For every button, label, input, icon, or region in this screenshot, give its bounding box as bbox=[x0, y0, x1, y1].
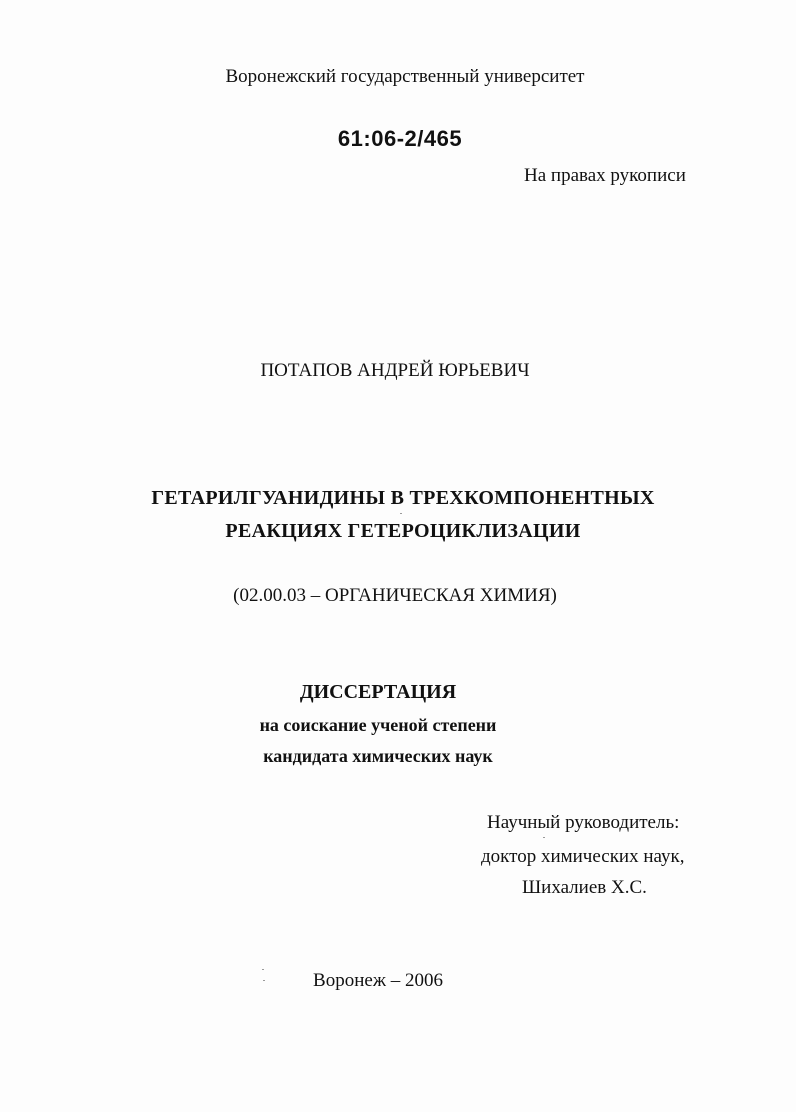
university-name: Воронежский государственный университет bbox=[225, 66, 585, 87]
city-year: Воронеж – 2006 bbox=[313, 970, 443, 991]
degree-line-1: на соискание ученой степени bbox=[259, 715, 497, 735]
rights-notice: На правах рукописи bbox=[524, 165, 686, 186]
scan-speck bbox=[262, 969, 264, 970]
advisor-degree: доктор химических наук, bbox=[481, 846, 685, 867]
author-name: ПОТАПОВ АНДРЕЙ ЮРЬЕВИЧ bbox=[260, 360, 530, 381]
document-type: ДИССЕРТАЦИЯ bbox=[299, 681, 457, 703]
scan-speck bbox=[543, 837, 545, 838]
dissertation-title-line-1: ГЕТАРИЛГУАНИДИНЫ В ТРЕХКОМПОНЕНТНЫХ bbox=[151, 487, 655, 509]
scan-speck bbox=[263, 980, 265, 981]
scan-speck bbox=[400, 513, 402, 514]
advisor-label: Научный руководитель: bbox=[487, 812, 680, 833]
specialty-code: (02.00.03 – ОРГАНИЧЕСКАЯ ХИМИЯ) bbox=[233, 585, 557, 606]
advisor-name: Шихалиев Х.С. bbox=[522, 877, 647, 898]
dissertation-title-line-2: РЕАКЦИЯХ ГЕТЕРОЦИКЛИЗАЦИИ bbox=[225, 520, 581, 542]
catalog-number: 61:06-2/465 bbox=[337, 126, 463, 151]
degree-line-2: кандидата химических наук bbox=[263, 746, 493, 766]
